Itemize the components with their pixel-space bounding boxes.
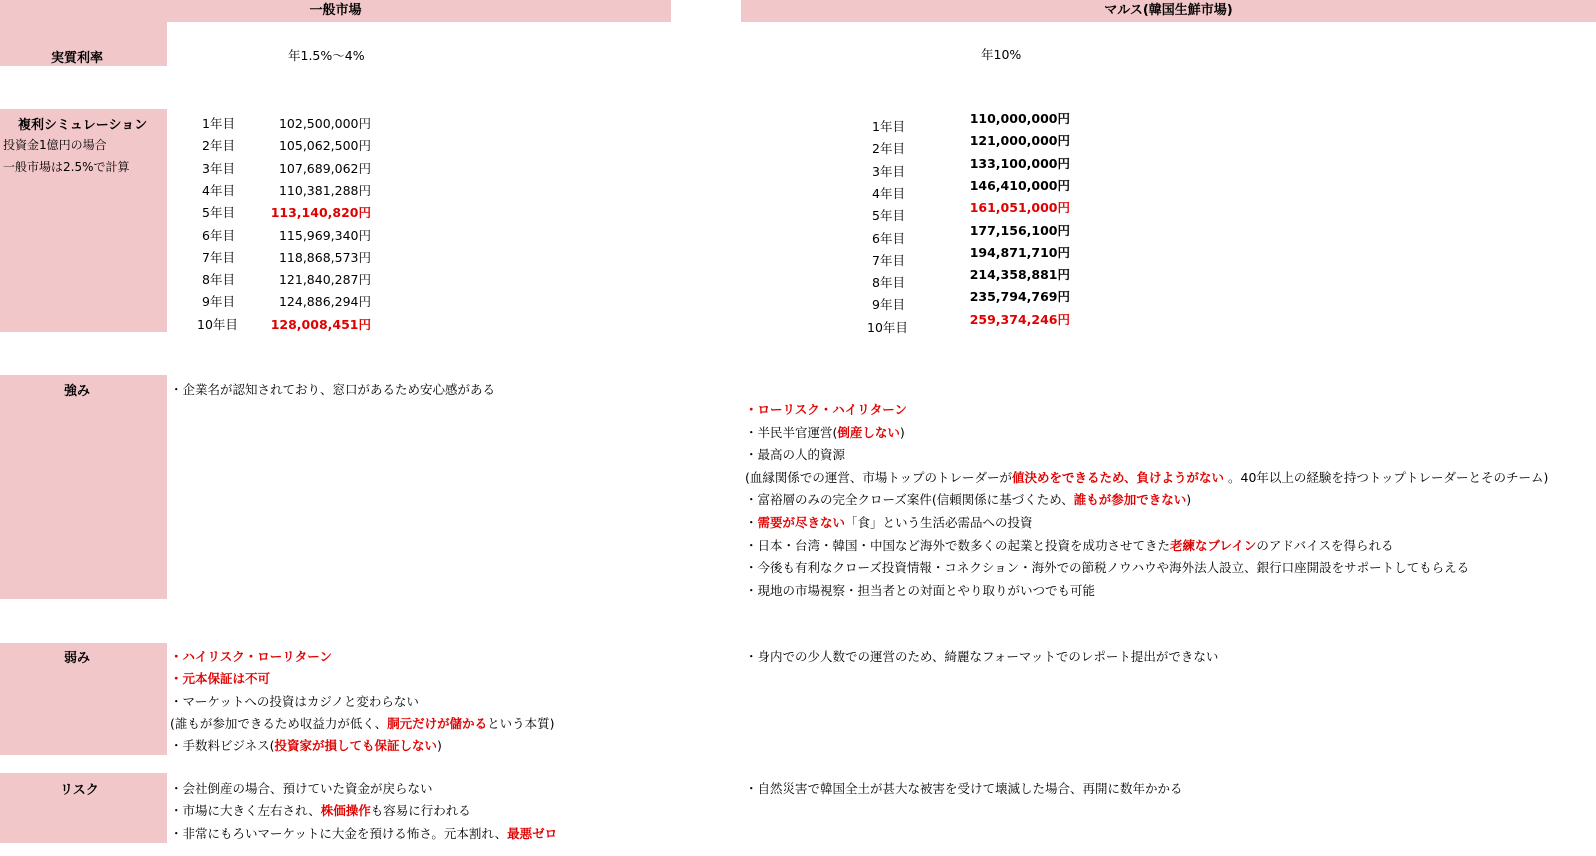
strengths-maruse-line — [745, 536, 1394, 554]
strengths-maruse-line — [745, 513, 1033, 531]
sim-general-value: 110,381,288円 — [278, 182, 371, 198]
sim-general-value: 107,689,062円 — [278, 160, 371, 176]
sim-general-year: 8年目 — [202, 272, 235, 288]
header-maruse: マルス(韓国生鮮市場) — [741, 0, 1596, 22]
sim-maruse-year: 1年目 — [872, 119, 905, 134]
header-general: 一般市場 — [0, 0, 671, 22]
sim-maruse-year: 2年目 — [872, 141, 905, 157]
line-text: ・非常にもろいマーケットに大金を預ける怖さ。元本割れ、 — [170, 825, 508, 841]
rate-label: 実質利率 — [51, 51, 104, 66]
sim-general-value: 105,062,500円 — [278, 138, 371, 154]
highlight-text: 投資家が損しても保証しない — [274, 738, 438, 754]
line-text: ・会社倒産の場合、預けていた資金が戻らない — [170, 781, 433, 796]
sim-maruse-value: 146,410,000円 — [969, 177, 1070, 193]
line-text: ・ — [745, 515, 758, 530]
line-text: ・半民半官運営( — [745, 424, 838, 440]
line-text: のアドバイスを得られる — [1256, 537, 1394, 553]
weaknesses-general-line — [170, 736, 442, 754]
sim-maruse-value: 235,794,769円 — [969, 289, 1070, 305]
sim-maruse-year: 5年目 — [872, 208, 905, 224]
sim-maruse-year: 8年目 — [872, 275, 905, 291]
strengths-general-line: ・企業名が認知されており、窓口があるため安心感がある — [170, 382, 496, 397]
sim-maruse-year: 6年目 — [872, 230, 905, 246]
weaknesses-general-line — [170, 714, 555, 732]
sim-maruse-value: 110,000,000円 — [969, 111, 1070, 126]
weaknesses-general-line — [170, 669, 270, 687]
sim-maruse-year: 3年目 — [872, 163, 905, 179]
sim-general-value: 128,008,451円 — [270, 316, 371, 332]
sim-general-value: 118,868,573円 — [278, 249, 371, 265]
strengths-maruse-line — [745, 468, 1548, 486]
highlight-text: ・ローリスク・ハイリターン — [745, 402, 908, 417]
highlight-text: 値決めをできるため、負けようがない — [1012, 469, 1225, 485]
line-text: ・日本・台湾・韓国・中国など海外で数多くの起業と投資を成功させてきた — [745, 537, 1171, 553]
line-text: 。40年以上の経験を持つトップトレーダーとそのチーム) — [1224, 469, 1549, 485]
sim-general-year: 2年目 — [202, 138, 235, 154]
line-text: という本質) — [487, 715, 555, 731]
risks-general-line — [170, 824, 557, 842]
highlight-text: 株価操作 — [320, 803, 371, 819]
line-text: 「食」という生活必需品への投資 — [845, 515, 1033, 530]
highlight-text: ・元本保証は不可 — [170, 671, 271, 687]
line-text: ・マーケットへの投資はカジノと変わらない — [170, 693, 419, 709]
weaknesses-label: 弱み — [64, 651, 91, 666]
weaknesses-general-line — [170, 692, 419, 710]
line-text: ・最高の人的資源 — [745, 447, 846, 463]
line-text: ・市場に大きく左右され、 — [170, 803, 321, 819]
highlight-text: 最悪ゼロ — [507, 825, 558, 841]
line-text: も容易に行われる — [370, 803, 471, 819]
sim-maruse-year: 7年目 — [872, 252, 905, 268]
sim-general-year: 1年目 — [202, 116, 235, 131]
sim-maruse-year: 4年目 — [872, 185, 905, 201]
strengths-maruse-line — [745, 581, 1095, 599]
sim-maruse-year: 10年目 — [867, 319, 908, 335]
sim-maruse-value: 194,871,710円 — [969, 244, 1070, 260]
sim-general-year: 9年目 — [202, 294, 235, 310]
sim-general-year: 7年目 — [202, 249, 235, 265]
risks-maruse-text: ・自然災害で韓国全土が甚大な被害を受けて壊滅した場合、再開に数年かかる — [745, 781, 1183, 796]
risks-label: リスク — [60, 783, 99, 798]
line-text: ・今後も有利なクローズ投資情報・コネクション・海外での節税ノウハウや海外法人設立、銀行口座開設をサポートしてもらえる — [745, 560, 1470, 576]
line-text: ・現地の市場視察・担当者との対面とやり取りがいつでも可能 — [745, 582, 1096, 598]
sim-general-value: 124,886,294円 — [278, 294, 371, 310]
line-text: (誰もが参加できるため収益力が低く、 — [170, 715, 388, 731]
sim-general-year: 3年目 — [202, 160, 235, 176]
strengths-maruse-line — [745, 400, 907, 418]
sim-maruse-year: 9年目 — [872, 297, 905, 313]
sim-general-value: 113,140,820円 — [270, 205, 371, 221]
sim-maruse-value: 161,051,000円 — [969, 200, 1070, 216]
strengths-maruse-line — [745, 445, 845, 463]
rate-maruse: 年10% — [981, 47, 1022, 62]
highlight-text: ・ハイリスク・ローリターン — [170, 649, 333, 664]
highlight-text: 胴元だけが儲かる — [387, 715, 488, 731]
highlight-text: 倒産しない — [837, 424, 900, 440]
strengths-label-cell — [0, 375, 167, 599]
sim-general-value: 115,969,340円 — [278, 227, 371, 243]
line-text: ・富裕層のみの完全クローズ案件(信頼関係に基づくため、 — [745, 492, 1074, 508]
weaknesses-general-line — [170, 647, 332, 665]
sim-general-year: 4年目 — [202, 182, 235, 198]
strengths-maruse-line — [745, 423, 905, 441]
strengths-label: 強み — [64, 384, 91, 399]
sim-maruse-value: 121,000,000円 — [969, 133, 1070, 149]
strengths-maruse-line — [745, 558, 1469, 576]
highlight-text: 誰もが参加できない — [1073, 492, 1187, 508]
weaknesses-maruse-text: ・身内での少人数での運営のため、綺麗なフォーマットでのレポート提出ができない — [745, 649, 1219, 664]
sim-general-year: 6年目 — [202, 227, 235, 243]
sim-note-1: 投資金1億円の場合 — [3, 138, 107, 152]
sim-general-value: 102,500,000円 — [278, 116, 371, 131]
sim-maruse-value: 133,100,000円 — [969, 155, 1070, 171]
line-text: ・手数料ビジネス( — [170, 738, 275, 754]
strengths-maruse-line — [745, 490, 1191, 508]
risks-general-line — [170, 779, 433, 797]
sim-general-value: 121,840,287円 — [278, 272, 371, 288]
sim-general-year: 10年目 — [197, 316, 238, 332]
sim-general-year: 5年目 — [202, 205, 235, 221]
highlight-text: 老練なブレイン — [1170, 537, 1257, 553]
sim-maruse-value: 259,374,246円 — [969, 311, 1070, 327]
line-text: ) — [1186, 492, 1192, 508]
rate-general: 年1.5%～4% — [288, 48, 365, 63]
risks-general-line — [170, 801, 471, 819]
line-text: ) — [437, 738, 442, 754]
sim-maruse-value: 177,156,100円 — [969, 222, 1070, 238]
line-text: ) — [899, 424, 905, 440]
highlight-text: 需要が尽きない — [757, 515, 846, 530]
sim-label: 複利シミュレーション — [18, 118, 148, 133]
sim-note-2: 一般市場は2.5%で計算 — [3, 160, 130, 174]
line-text: (血縁関係での運営、市場トップのトレーダーが — [745, 469, 1013, 485]
sim-maruse-value: 214,358,881円 — [969, 267, 1070, 283]
